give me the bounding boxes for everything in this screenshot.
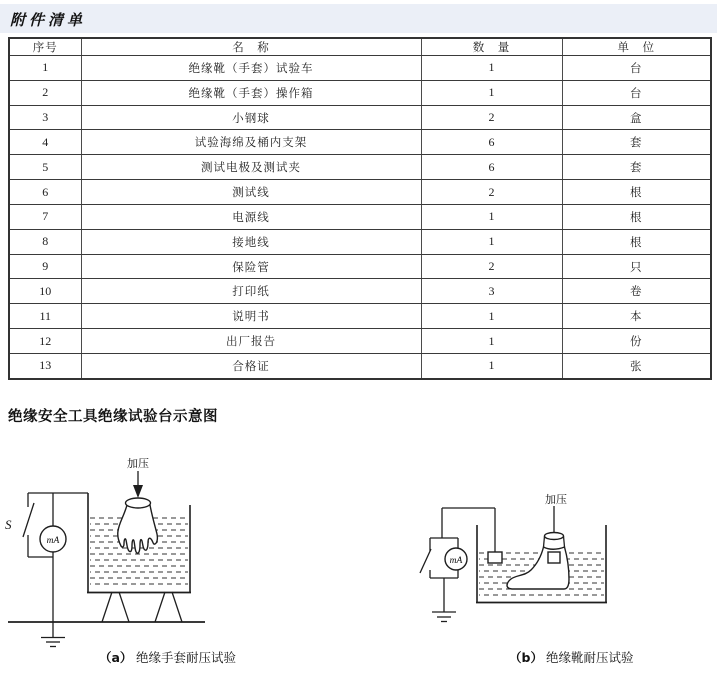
pressure-label-a: 加压 <box>127 457 149 470</box>
row-unit: 只 <box>562 254 711 279</box>
row-qty: 1 <box>421 204 562 229</box>
table-row <box>9 353 711 379</box>
table-row <box>9 279 711 304</box>
row-no: 3 <box>9 105 81 130</box>
row-unit: 卷 <box>562 279 711 304</box>
circuit-b <box>420 508 502 612</box>
row-qty: 6 <box>421 130 562 155</box>
ground-symbol-b-icon <box>432 612 456 622</box>
table-row <box>9 204 711 229</box>
row-unit: 台 <box>562 80 711 105</box>
row-no: 10 <box>9 279 81 304</box>
row-no: 6 <box>9 180 81 205</box>
row-name: 接地线 <box>81 229 421 254</box>
row-name: 合格证 <box>81 353 421 379</box>
table-row <box>9 155 711 180</box>
row-no: 4 <box>9 130 81 155</box>
row-unit: 根 <box>562 180 711 205</box>
milliammeter-a-label: mA <box>46 536 60 546</box>
milliammeter-b-label: mA <box>449 556 463 566</box>
row-name: 小钢球 <box>81 105 421 130</box>
row-qty: 6 <box>421 155 562 180</box>
row-no: 8 <box>9 229 81 254</box>
row-qty: 2 <box>421 254 562 279</box>
pressure-label-b: 加压 <box>545 493 567 506</box>
caption-a: 绝缘手套耐压试验 <box>136 650 237 665</box>
row-name: 说明书 <box>81 304 421 329</box>
table-row <box>9 80 711 105</box>
row-qty: 1 <box>421 329 562 354</box>
ground-symbol-a-icon <box>41 622 65 647</box>
row-qty: 1 <box>421 353 562 379</box>
switch-label: S <box>5 517 12 532</box>
table-row <box>9 130 711 155</box>
row-qty: 1 <box>421 56 562 81</box>
glove-cuff-icon <box>126 498 151 508</box>
row-qty: 2 <box>421 105 562 130</box>
table-header-row <box>9 38 711 56</box>
row-no: 9 <box>9 254 81 279</box>
row-unit: 本 <box>562 304 711 329</box>
test-bench-diagrams <box>0 440 717 693</box>
diagram-glove-test <box>5 456 236 665</box>
col-header-no: 序号 <box>9 38 81 56</box>
down-arrow-icon <box>133 471 143 498</box>
circuit-a <box>5 493 88 622</box>
row-qty: 2 <box>421 180 562 205</box>
table-row <box>9 180 711 205</box>
row-unit: 根 <box>562 204 711 229</box>
tank-legs-a-icon <box>102 592 182 622</box>
row-no: 13 <box>9 353 81 379</box>
boot-electrode-cup-icon <box>544 533 565 548</box>
row-no: 5 <box>9 155 81 180</box>
row-unit: 根 <box>562 229 711 254</box>
row-no: 12 <box>9 329 81 354</box>
row-name: 测试电极及测试夹 <box>81 155 421 180</box>
row-no: 2 <box>9 80 81 105</box>
row-qty: 1 <box>421 80 562 105</box>
row-unit: 盒 <box>562 105 711 130</box>
row-name: 测试线 <box>81 180 421 205</box>
row-no: 1 <box>9 56 81 81</box>
row-unit: 套 <box>562 130 711 155</box>
caption-b-tag: （b） <box>509 650 543 665</box>
boot-weight-icon <box>548 552 560 563</box>
glove-icon <box>118 505 158 553</box>
row-unit: 台 <box>562 56 711 81</box>
row-no: 11 <box>9 304 81 329</box>
row-no: 7 <box>9 204 81 229</box>
table-row <box>9 56 711 81</box>
row-name: 试验海绵及桶内支架 <box>81 130 421 155</box>
diagram-boot-test <box>420 492 634 665</box>
row-unit: 套 <box>562 155 711 180</box>
page-title: 附件清单 <box>10 13 87 29</box>
accessory-table-body <box>9 56 711 380</box>
caption-b: 绝缘靴耐压试验 <box>546 650 634 665</box>
title-band <box>0 4 717 33</box>
col-header-unit: 单 位 <box>562 38 711 56</box>
row-qty: 1 <box>421 229 562 254</box>
row-qty: 3 <box>421 279 562 304</box>
row-qty: 1 <box>421 304 562 329</box>
row-name: 绝缘靴（手套）试验车 <box>81 56 421 81</box>
section-heading: 绝缘安全工具绝缘试验台示意图 <box>8 409 218 425</box>
row-name: 电源线 <box>81 204 421 229</box>
table-row <box>9 304 711 329</box>
accessory-table <box>8 37 712 380</box>
table-row <box>9 229 711 254</box>
table-row <box>9 254 711 279</box>
row-unit: 份 <box>562 329 711 354</box>
caption-a-tag: （a） <box>99 650 133 665</box>
col-header-qty: 数 量 <box>421 38 562 56</box>
row-name: 保险管 <box>81 254 421 279</box>
table-row <box>9 105 711 130</box>
table-row <box>9 329 711 354</box>
col-header-name: 名 称 <box>81 38 421 56</box>
row-name: 出厂报告 <box>81 329 421 354</box>
row-name: 打印纸 <box>81 279 421 304</box>
row-name: 绝缘靴（手套）操作箱 <box>81 80 421 105</box>
row-unit: 张 <box>562 353 711 379</box>
water-electrode-icon <box>488 552 502 563</box>
